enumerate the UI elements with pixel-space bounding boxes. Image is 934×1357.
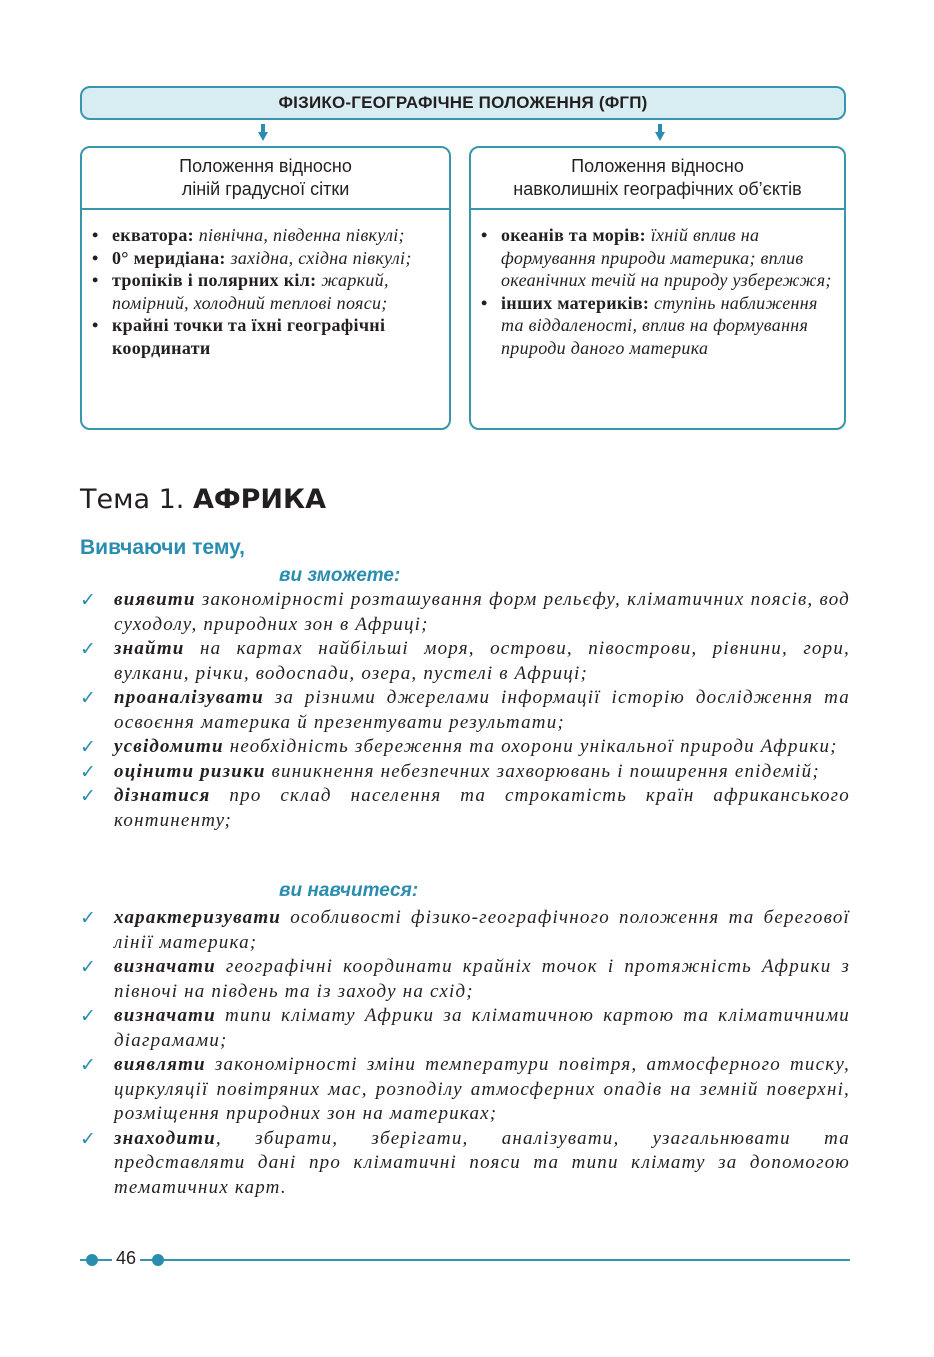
can-heading: ви зможете:	[279, 565, 401, 586]
list-item: ✓ знайти на картах найбільші моря, острови, півострови, рівнини, гори, вулкани, річки, водоспади, озера, пустелі в Африці;	[80, 638, 850, 684]
list-item: ✓ знаходити, збирати, зберігати, аналізувати, узагальнювати та представляти дані про кліматичні пояси та типи клімату за допомогою тематичних карт.	[80, 1127, 850, 1198]
list-item: ✓ оцінити ризики виникнення небезпечних захворювань і поширення епідемій;	[80, 760, 820, 783]
check-icon: ✓	[80, 760, 98, 783]
box-title-line: ліній градусної сітки	[181, 179, 350, 199]
check-icon: ✓	[80, 907, 98, 929]
learn-list	[80, 906, 850, 1200]
grid-lines-box	[80, 146, 451, 430]
objects-box	[469, 146, 846, 430]
list-item: ✓ проаналізувати за різними джерелами інформації історію дослідження та освоєння материка й презентувати результати;	[80, 687, 850, 733]
grid-lines-box-title	[82, 148, 449, 210]
arrow-down-icon	[258, 124, 268, 142]
check-icon: ✓	[80, 589, 98, 611]
learn-heading: ви навчитеся:	[279, 880, 419, 901]
list-item: • крайні точки та їхні географічні координати	[92, 314, 439, 359]
check-icon: ✓	[80, 956, 98, 978]
list-item: • океанів та морів: їхній вплив на формування природи материка; вплив океанічних течій на природу узбережжя;	[481, 224, 834, 292]
check-icon: ✓	[80, 687, 98, 709]
topic-name: АФРИКА	[192, 484, 326, 515]
check-icon: ✓	[80, 736, 98, 758]
list-item: • екватора: північна, південна півкулі;	[92, 224, 439, 247]
list-item: ✓ визначати типи клімату Африки за кліматичною картою та кліматичними діаграмами;	[80, 1005, 850, 1051]
topic-title	[80, 484, 326, 515]
list-item: ✓ визначати географічні координати крайніх точок і протяжність Африки з півночі на південь та із заходу на схід;	[80, 956, 850, 1002]
list-item: ✓ виявляти закономірності зміни температури повітря, атмосферного тиску, циркуляції повітряних мас, розподілу атмосферних опадів на земній поверхні, розміщення природних зон на материках;	[80, 1054, 850, 1124]
list-item: ✓ характеризувати особливості фізико-географічного положення та берегової лінії материка;	[80, 907, 850, 953]
list-item: ✓ дізнатися про склад населення та строкатість країн африканського континенту;	[80, 785, 850, 831]
box-title-line: Положення відносно	[571, 156, 744, 176]
arrow-down-icon	[655, 124, 665, 142]
can-list	[80, 588, 850, 833]
fgp-header-title: ФІЗИКО-ГЕОГРАФІЧНЕ ПОЛОЖЕННЯ (ФГП)	[278, 93, 648, 112]
list-item: • 0° меридіана: західна, східна півкулі;	[92, 247, 439, 270]
footer-dot-icon	[86, 1254, 98, 1266]
page-number: 46	[112, 1248, 140, 1269]
check-icon: ✓	[80, 1054, 98, 1076]
check-icon: ✓	[80, 638, 98, 660]
list-item: • інших материків: ступінь наближення та віддаленості, вплив на формування природи даного материка	[481, 292, 834, 360]
list-item: ✓ усвідомити необхідність збереження та охорони унікальної природи Африки;	[80, 736, 838, 758]
list-item: • тропіків і полярних кіл: жаркий, помірний, холодний теплові пояси;	[92, 269, 439, 314]
objects-list	[471, 210, 844, 359]
objects-box-title	[471, 148, 844, 210]
box-title-line: Положення відносно	[179, 156, 352, 176]
grid-lines-list	[82, 210, 449, 359]
check-icon: ✓	[80, 1127, 98, 1150]
list-item: ✓ виявити закономірності розташування форм рельєфу, кліматичних поясів, вод суходолу, природних зон в Африці;	[80, 589, 850, 635]
footer-dot-icon	[152, 1254, 164, 1266]
footer-rule	[80, 1259, 850, 1261]
study-heading: Вивчаючи тему,	[80, 536, 246, 559]
topic-number: Тема 1.	[80, 484, 185, 515]
check-icon: ✓	[80, 785, 98, 807]
check-icon: ✓	[80, 1005, 98, 1027]
box-title-line: навколишніх географічних об’єктів	[513, 179, 802, 199]
fgp-header	[80, 86, 846, 120]
